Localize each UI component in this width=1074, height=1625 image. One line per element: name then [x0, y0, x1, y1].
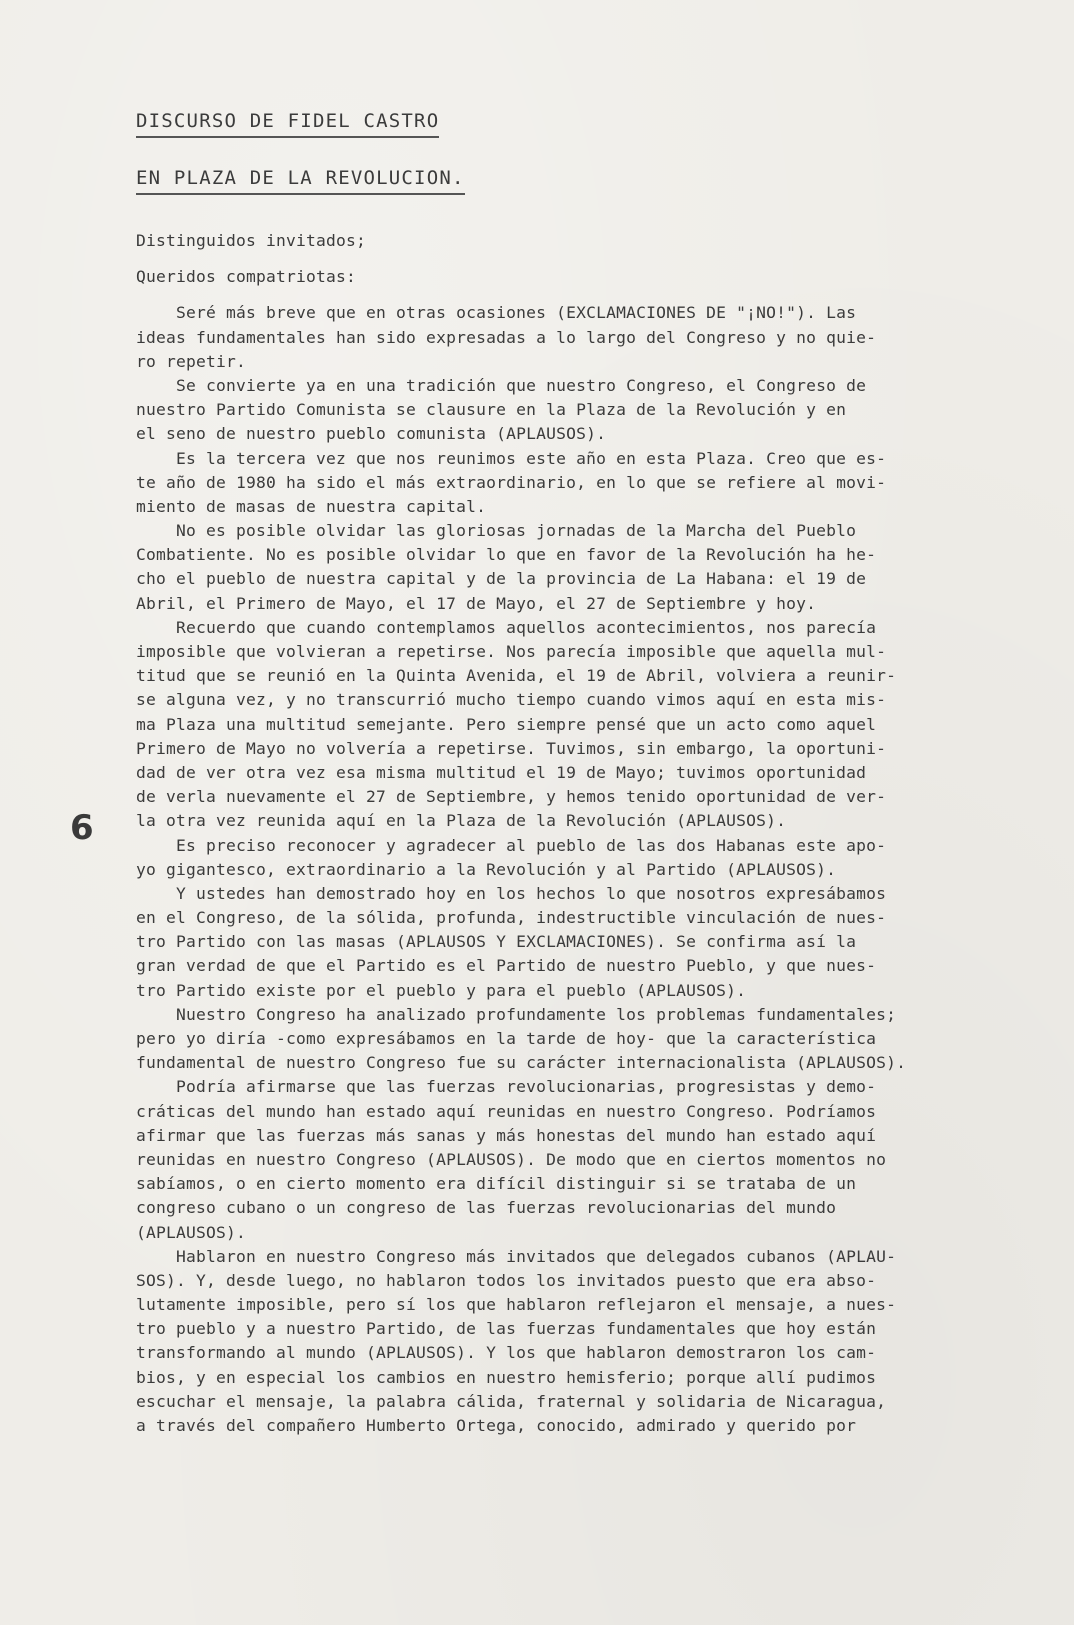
- speech-body: [136, 229, 1036, 1438]
- text-line: Recuerdo que cuando contemplamos aquellos acontecimientos, nos parecía: [136, 617, 877, 637]
- text-line: reunidas en nuestro Congreso (APLAUSOS). De modo que en ciertos momentos no: [136, 1149, 887, 1169]
- text-line: fundamental de nuestro Congreso fue su carácter internacionalista (APLAUSOS).: [136, 1053, 907, 1073]
- greeting-line: Distinguidos invitados;: [136, 231, 367, 250]
- text-line: Es preciso reconocer y agradecer al pueblo de las dos Habanas este apo-: [136, 835, 887, 855]
- text-line: se alguna vez, y no transcurrió mucho tiempo cuando vimos aquí en esta mis-: [136, 690, 887, 710]
- text-line: gran verdad de que el Partido es el Partido de nuestro Pueblo, y que nues-: [136, 956, 877, 976]
- document-title-line-2: EN PLAZA DE LA REVOLUCION.: [136, 167, 465, 195]
- text-line: Se convierte ya en una tradición que nuestro Congreso, el Congreso de: [136, 375, 867, 395]
- page-number: 6: [70, 808, 94, 848]
- greeting-line: Queridos compatriotas:: [136, 267, 357, 287]
- text-line: pero yo diría -como expresábamos en la tarde de hoy- que la característica: [136, 1029, 877, 1048]
- text-line: cho el pueblo de nuestra capital y de la provincia de La Habana: el 19 de: [136, 569, 867, 589]
- text-line: de verla nuevamente el 27 de Septiembre, y hemos tenido oportunidad de ver-: [136, 787, 887, 807]
- text-line: tro pueblo y a nuestro Partido, de las fuerzas fundamentales que hoy están: [136, 1319, 877, 1339]
- text-line: Podría afirmarse que las fuerzas revolucionarias, progresistas y demo-: [136, 1077, 877, 1097]
- text-line: Hablaron en nuestro Congreso más invitados que delegados cubanos (APLAU-: [136, 1246, 897, 1266]
- text-line: nuestro Partido Comunista se clausure en la Plaza de la Revolución y en: [136, 400, 847, 420]
- text-line: lutamente imposible, pero sí los que hablaron reflejaron el mensaje, a nues-: [136, 1295, 897, 1315]
- text-line: Y ustedes han demostrado hoy en los hechos lo que nosotros expresábamos: [136, 883, 887, 903]
- text-line: Es la tercera vez que nos reunimos este año en esta Plaza. Creo que es-: [136, 448, 887, 468]
- text-line: yo gigantesco, extraordinario a la Revolución y al Partido (APLAUSOS).: [136, 859, 837, 879]
- text-line: tro Partido con las masas (APLAUSOS Y EXCLAMACIONES). Se confirma así la: [136, 932, 857, 952]
- greeting-gap: [136, 253, 1036, 265]
- text-line: en el Congreso, de la sólida, profunda, indestructible vinculación de nues-: [136, 908, 887, 928]
- text-line: Combatiente. No es posible olvidar lo que en favor de la Revolución ha he-: [136, 545, 877, 565]
- text-line: titud que se reunió en la Quinta Avenida, el 19 de Abril, volviera a reunir-: [136, 666, 897, 686]
- text-line: a través del compañero Humberto Ortega, conocido, admirado y querido por: [136, 1416, 857, 1435]
- text-line: te año de 1980 ha sido el más extraordinario, en lo que se refiere al movi-: [136, 472, 887, 492]
- text-line: ma Plaza una multitud semejante. Pero siempre pensé que un acto como aquel: [136, 714, 877, 734]
- text-line: transformando al mundo (APLAUSOS). Y los que hablaron demostraron los cam-: [136, 1343, 877, 1363]
- text-line: Seré más breve que en otras ocasiones (EXCLAMACIONES DE "¡NO!"). Las: [136, 303, 857, 323]
- text-line: ideas fundamentales han sido expresadas a lo largo del Congreso y no quie-: [136, 327, 877, 347]
- document-title-line-1: DISCURSO DE FIDEL CASTRO: [136, 110, 439, 138]
- text-line: Abril, el Primero de Mayo, el 17 de Mayo, el 27 de Septiembre y hoy.: [136, 593, 817, 613]
- text-line: (APLAUSOS).: [136, 1222, 247, 1242]
- text-line: escuchar el mensaje, la palabra cálida, fraternal y solidaria de Nicaragua,: [136, 1391, 887, 1411]
- text-line: Nuestro Congreso ha analizado profundamente los problemas fundamentales;: [136, 1004, 897, 1024]
- text-line: No es posible olvidar las gloriosas jornadas de la Marcha del Pueblo: [136, 521, 857, 541]
- text-line: la otra vez reunida aquí en la Plaza de la Revolución (APLAUSOS).: [136, 811, 787, 831]
- text-line: Primero de Mayo no volvería a repetirse. Tuvimos, sin embargo, la oportuni-: [136, 738, 887, 758]
- text-line: miento de masas de nuestra capital.: [136, 496, 487, 516]
- text-line: sabíamos, o en cierto momento era difícil distinguir si se trataba de un: [136, 1174, 857, 1194]
- text-line: cráticas del mundo han estado aquí reunidas en nuestro Congreso. Podríamos: [136, 1101, 877, 1121]
- text-line: SOS). Y, desde luego, no hablaron todos los invitados puesto que era abso-: [136, 1270, 877, 1290]
- text-line: bios, y en especial los cambios en nuestro hemisferio; porque allí pudimos: [136, 1367, 877, 1387]
- text-line: el seno de nuestro pueblo comunista (APLAUSOS).: [136, 424, 607, 444]
- text-line: dad de ver otra vez esa misma multitud el 19 de Mayo; tuvimos oportunidad: [136, 762, 867, 782]
- text-line: afirmar que las fuerzas más sanas y más honestas del mundo han estado aquí: [136, 1125, 877, 1145]
- text-line: imposible que volvieran a repetirse. Nos parecía imposible que aquella mul-: [136, 642, 887, 661]
- text-line: ro repetir.: [136, 351, 247, 371]
- text-line: congreso cubano o un congreso de las fuerzas revolucionarias del mundo: [136, 1198, 837, 1218]
- text-line: tro Partido existe por el pueblo y para el pueblo (APLAUSOS).: [136, 980, 747, 1000]
- greeting-gap: [136, 289, 1036, 301]
